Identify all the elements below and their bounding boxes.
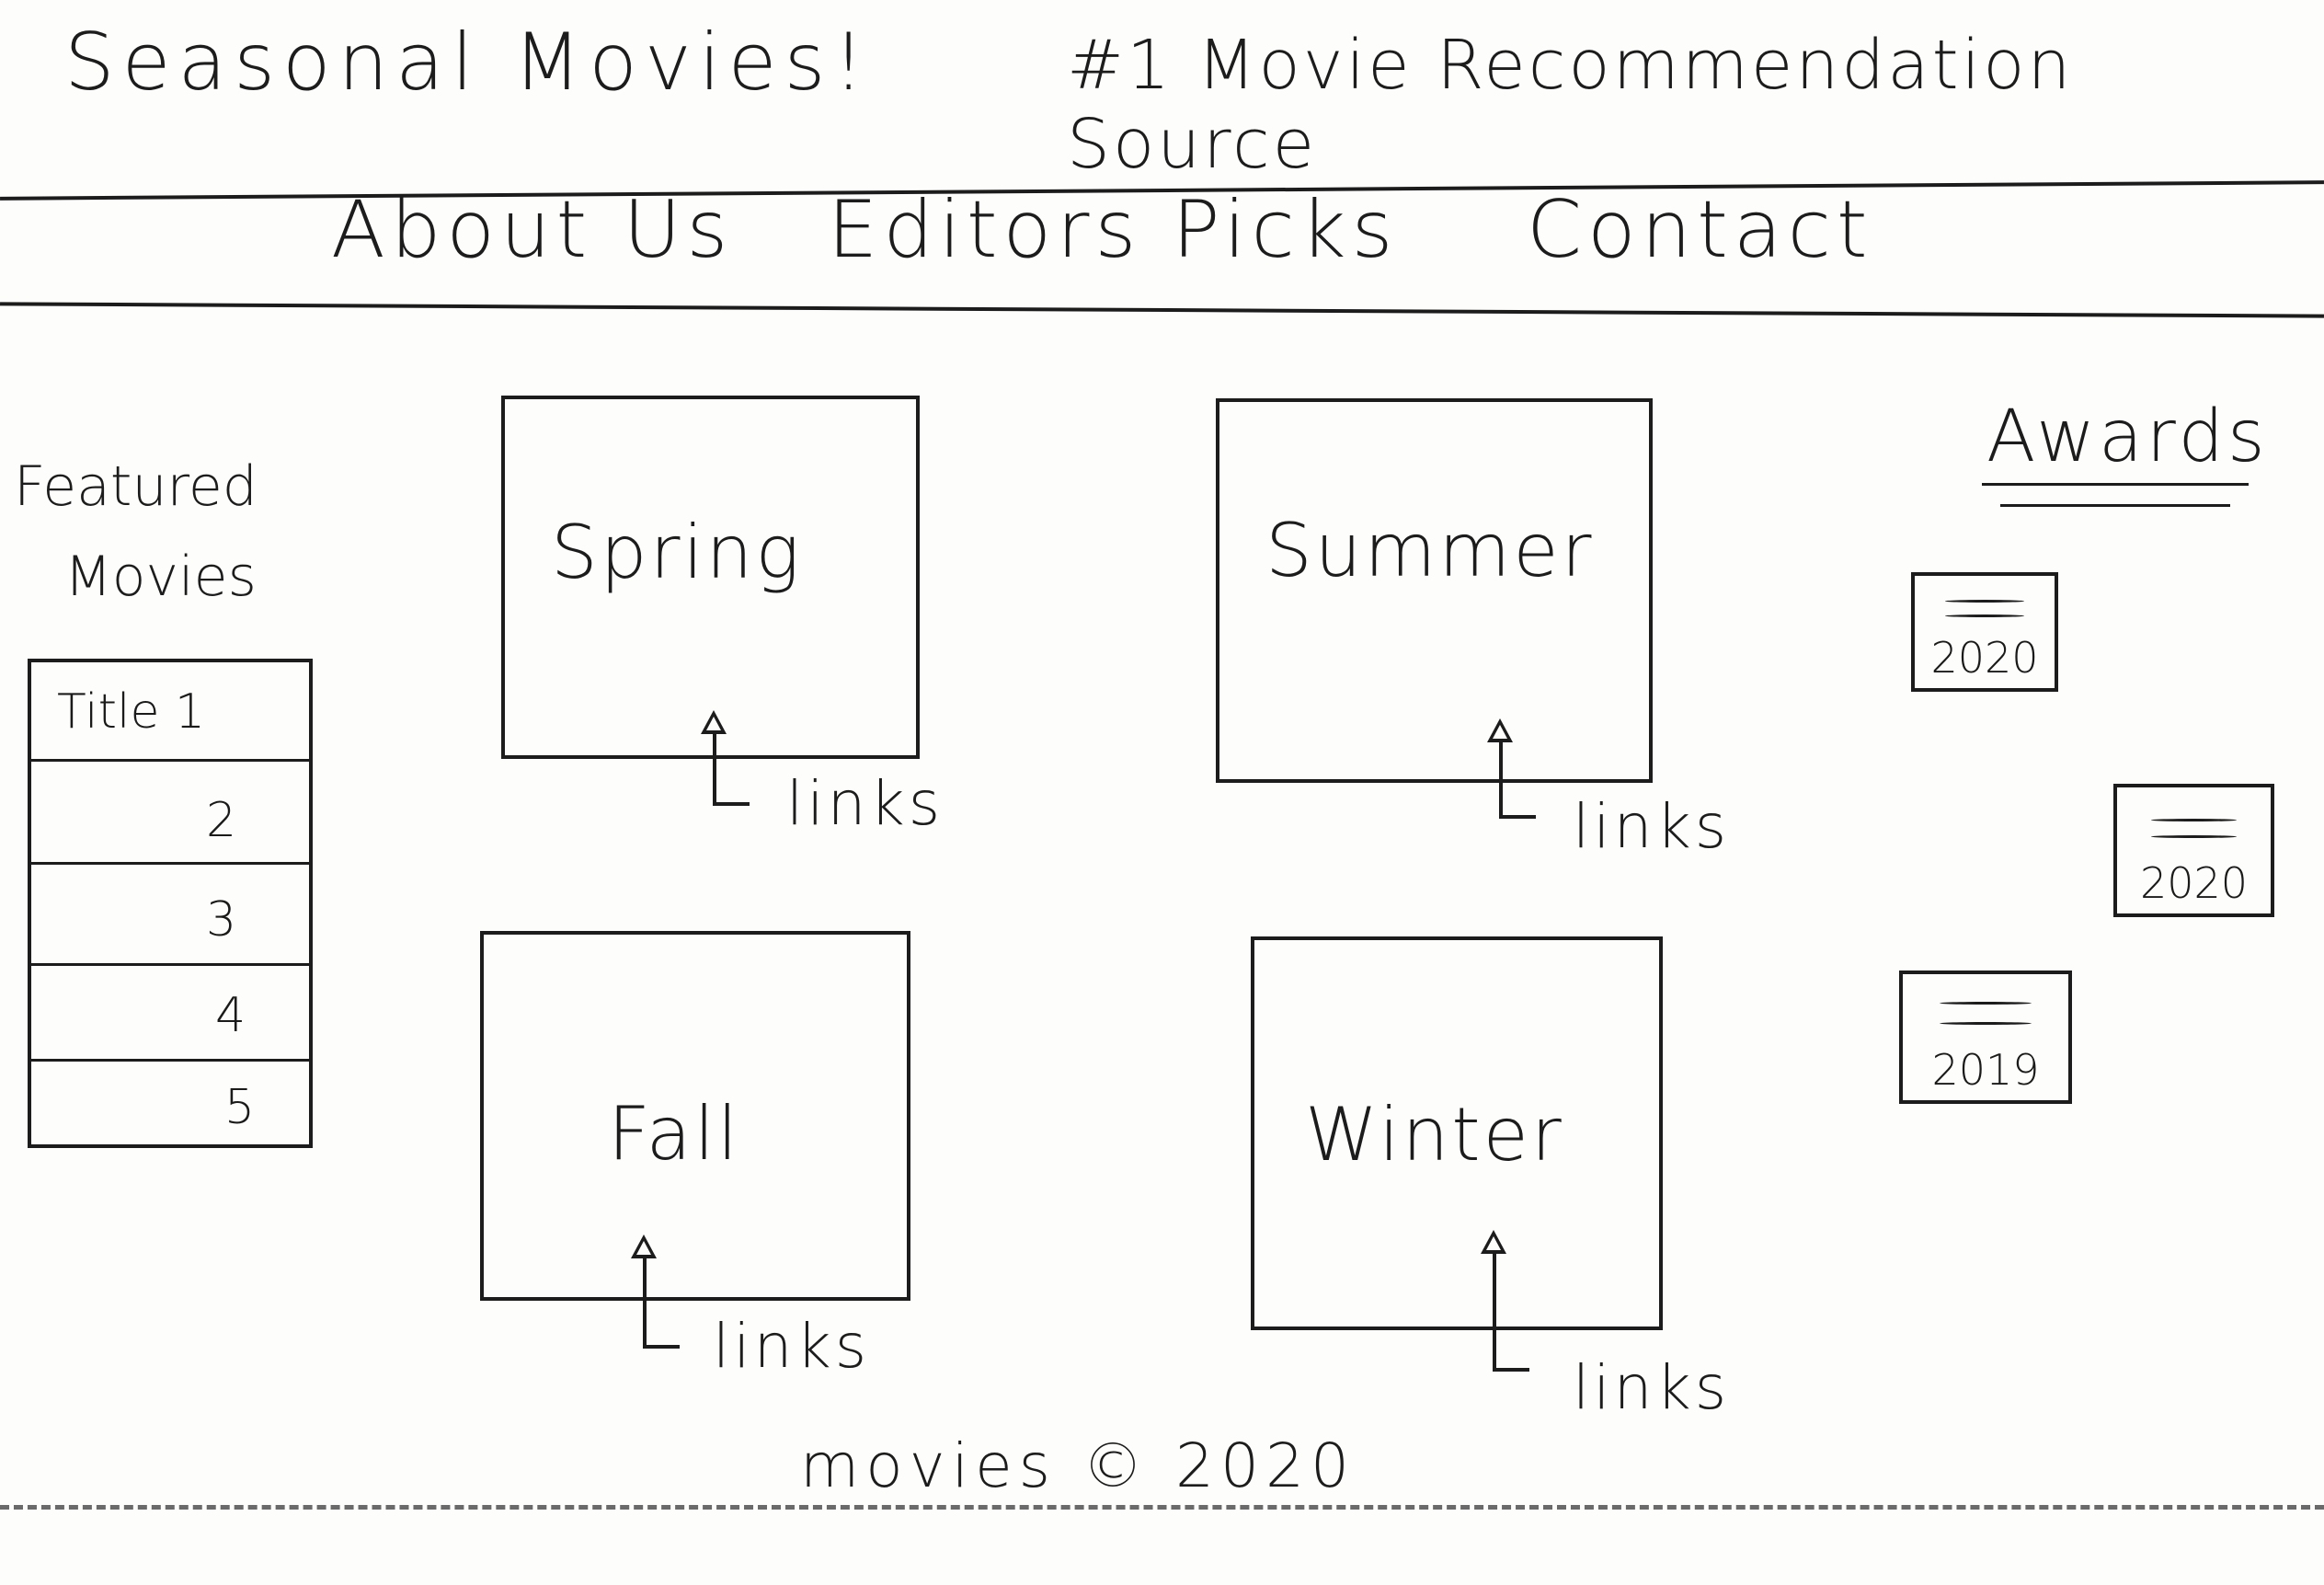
featured-row-4[interactable] <box>31 966 309 1062</box>
summer-link-foot <box>1499 815 1536 819</box>
award-emblem-icon <box>1945 614 2023 617</box>
featured-movies-list <box>28 659 313 1148</box>
award-emblem-icon <box>1940 1022 2032 1025</box>
award-emblem-icon <box>2151 819 2238 821</box>
award-emblem-icon <box>1940 1002 2032 1005</box>
award-emblem-icon <box>1945 600 2023 603</box>
site-tagline: #1 Movie Recommendation Source <box>1067 26 2074 184</box>
summer-label: Summer <box>1265 508 1595 593</box>
spring-links[interactable]: links <box>786 768 944 839</box>
spring-link-foot <box>713 802 750 806</box>
awards-heading: Awards <box>1986 396 2269 478</box>
nav-divider <box>0 302 2324 317</box>
featured-heading-line2: Movies <box>64 545 257 609</box>
winter-label: Winter <box>1305 1092 1564 1177</box>
fall-link-stem <box>643 1257 647 1349</box>
spring-box[interactable] <box>501 396 920 759</box>
fall-box[interactable] <box>480 931 910 1301</box>
nav-about-us[interactable]: About Us <box>331 184 734 276</box>
award-badge-1[interactable] <box>1911 572 2058 692</box>
nav-contact[interactable]: Contact <box>1527 184 1873 276</box>
fall-label: Fall <box>608 1091 741 1177</box>
featured-row-label: 5 <box>224 1080 256 1135</box>
nav-editors-picks[interactable]: Editors Picks <box>828 184 1399 276</box>
featured-row-3[interactable] <box>31 865 309 966</box>
site-title: Seasonal Movies! <box>64 17 872 109</box>
award-badge-2[interactable] <box>2113 784 2274 917</box>
summer-box[interactable] <box>1216 398 1653 783</box>
fall-links[interactable]: links <box>713 1311 871 1382</box>
featured-row-5[interactable] <box>31 1062 309 1148</box>
featured-row-label: Title 1 <box>57 684 206 740</box>
featured-row-label: 4 <box>215 988 246 1043</box>
spring-label: Spring <box>551 510 803 595</box>
winter-arrow-icon <box>1481 1230 1506 1254</box>
winter-links[interactable]: links <box>1573 1352 1731 1423</box>
award-year: 2020 <box>2139 858 2249 908</box>
award-badge-3[interactable] <box>1899 971 2072 1104</box>
award-emblem-icon <box>2151 835 2238 838</box>
featured-movies-heading <box>14 442 258 622</box>
featured-row-label: 2 <box>206 793 237 848</box>
featured-row-1[interactable] <box>31 662 309 762</box>
footer-copyright: movies © 2020 <box>800 1430 1356 1501</box>
winter-link-stem <box>1493 1252 1496 1372</box>
fall-arrow-icon <box>631 1235 657 1258</box>
award-year: 2020 <box>1930 633 2039 683</box>
fall-link-foot <box>643 1345 680 1349</box>
awards-underline-2 <box>2000 504 2230 507</box>
summer-arrow-icon <box>1487 718 1513 742</box>
winter-link-foot <box>1493 1368 1529 1372</box>
award-year: 2019 <box>1931 1045 2040 1095</box>
summer-links[interactable]: links <box>1573 791 1731 862</box>
winter-box[interactable] <box>1251 936 1663 1330</box>
featured-row-2[interactable] <box>31 762 309 865</box>
footer-divider <box>0 1505 2324 1510</box>
spring-link-stem <box>713 732 716 806</box>
featured-heading-line1: Featured <box>14 454 258 519</box>
spring-arrow-icon <box>701 710 727 734</box>
summer-link-stem <box>1499 741 1503 819</box>
featured-row-label: 3 <box>206 892 237 948</box>
awards-underline-1 <box>1982 483 2249 486</box>
